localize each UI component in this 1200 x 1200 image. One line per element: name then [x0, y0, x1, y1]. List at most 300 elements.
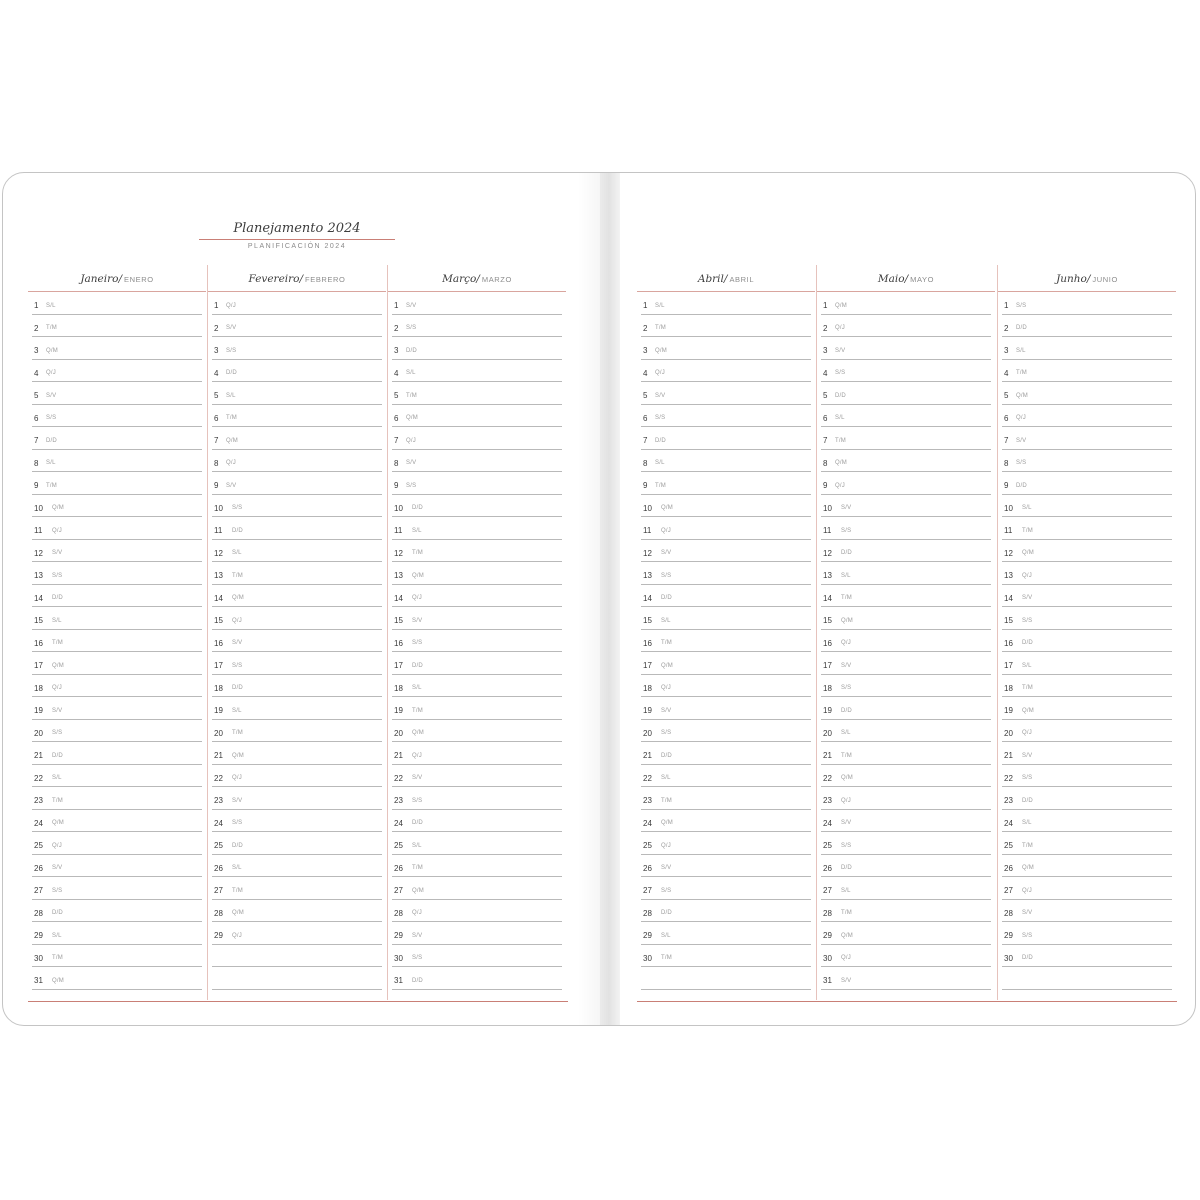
day-row[interactable]	[212, 585, 382, 608]
day-row[interactable]	[32, 337, 202, 360]
day-row[interactable]	[32, 405, 202, 428]
day-row[interactable]	[212, 877, 382, 900]
day-number: 12	[823, 548, 832, 558]
day-row[interactable]	[641, 922, 811, 945]
day-row[interactable]	[32, 630, 202, 653]
weekday-abbrev: S/S	[412, 797, 423, 804]
day-row[interactable]	[821, 562, 991, 585]
day-row[interactable]	[392, 967, 562, 990]
day-row[interactable]	[641, 810, 811, 833]
day-row[interactable]	[821, 382, 991, 405]
day-row[interactable]	[32, 855, 202, 878]
day-row[interactable]	[641, 337, 811, 360]
weekday-abbrev: S/S	[841, 842, 852, 849]
day-number: 12	[1004, 548, 1013, 558]
day-row[interactable]	[392, 945, 562, 968]
day-row[interactable]	[821, 607, 991, 630]
day-row[interactable]	[32, 967, 202, 990]
weekday-abbrev: S/L	[52, 775, 62, 781]
day-list	[388, 292, 566, 990]
day-row[interactable]	[32, 540, 202, 563]
weekday-abbrev: S/L	[655, 302, 665, 309]
day-row[interactable]	[392, 765, 562, 788]
day-row[interactable]	[32, 315, 202, 338]
day-row[interactable]	[1002, 562, 1172, 585]
day-row[interactable]	[821, 360, 991, 383]
weekday-abbrev: S/S	[1022, 932, 1033, 939]
day-row[interactable]	[212, 472, 382, 495]
weekday-abbrev: Q/M	[841, 932, 853, 939]
day-row[interactable]	[212, 292, 382, 315]
day-row[interactable]	[821, 877, 991, 900]
month-header	[28, 265, 206, 292]
day-row[interactable]	[641, 517, 811, 540]
day-row[interactable]	[821, 630, 991, 653]
day-number: 21	[394, 751, 403, 760]
weekday-abbrev: S/S	[46, 415, 57, 421]
day-number: 6	[34, 413, 39, 423]
day-row[interactable]	[1002, 765, 1172, 788]
day-row[interactable]	[641, 292, 811, 315]
weekday-abbrev: T/M	[46, 482, 57, 489]
day-row[interactable]	[821, 495, 991, 518]
weekday-abbrev: Q/J	[226, 302, 236, 309]
day-row[interactable]	[392, 450, 562, 473]
day-row[interactable]	[641, 630, 811, 653]
weekday-abbrev: S/L	[835, 415, 845, 421]
weekday-abbrev: S/L	[1022, 662, 1032, 669]
day-row[interactable]	[212, 607, 382, 630]
day-row[interactable]	[392, 810, 562, 833]
day-number: 10	[394, 503, 403, 513]
weekday-abbrev: D/D	[412, 662, 423, 669]
day-row[interactable]	[1002, 450, 1172, 473]
month-header	[998, 265, 1176, 292]
day-number: 7	[214, 436, 219, 445]
day-number: 25	[394, 841, 403, 850]
day-row[interactable]	[392, 720, 562, 743]
day-row[interactable]	[821, 922, 991, 945]
month-name-pt: Fevereiro/	[248, 273, 304, 285]
day-row[interactable]	[392, 900, 562, 923]
day-row[interactable]	[212, 675, 382, 698]
day-number: 9	[214, 481, 219, 490]
weekday-abbrev: Q/M	[406, 415, 418, 421]
day-row[interactable]	[212, 495, 382, 518]
weekday-abbrev: S/L	[841, 572, 851, 579]
day-row[interactable]	[32, 607, 202, 630]
day-row[interactable]	[1002, 337, 1172, 360]
day-number: 2	[823, 323, 828, 333]
day-number: 26	[643, 863, 652, 873]
day-number: 8	[394, 458, 399, 468]
weekday-abbrev: Q/M	[52, 505, 64, 511]
weekday-abbrev: T/M	[232, 730, 243, 736]
weekday-abbrev: S/V	[661, 707, 672, 714]
day-row[interactable]	[212, 832, 382, 855]
day-row[interactable]	[392, 742, 562, 765]
day-number: 8	[34, 458, 39, 468]
weekday-abbrev: T/M	[52, 640, 63, 646]
weekday-abbrev: T/M	[52, 955, 63, 961]
month-name-es: MARZO	[481, 275, 512, 284]
day-row[interactable]	[32, 472, 202, 495]
day-row[interactable]	[1002, 315, 1172, 338]
weekday-abbrev: T/M	[661, 797, 672, 804]
day-row[interactable]	[392, 382, 562, 405]
day-row[interactable]	[32, 382, 202, 405]
day-row[interactable]	[392, 315, 562, 338]
day-row[interactable]	[212, 450, 382, 473]
day-row[interactable]	[32, 810, 202, 833]
day-number: 11	[394, 526, 403, 535]
day-row[interactable]	[32, 517, 202, 540]
day-row[interactable]	[641, 967, 811, 990]
day-row[interactable]	[641, 900, 811, 923]
weekday-abbrev: Q/J	[412, 595, 422, 601]
day-row[interactable]	[392, 697, 562, 720]
day-number: 30	[1004, 953, 1013, 963]
day-row[interactable]	[821, 742, 991, 765]
day-row[interactable]	[32, 697, 202, 720]
weekday-abbrev: Q/J	[1022, 730, 1032, 736]
day-row[interactable]	[1002, 360, 1172, 383]
day-number: 21	[823, 751, 832, 760]
day-row[interactable]	[821, 292, 991, 315]
day-row[interactable]	[212, 855, 382, 878]
day-number: 14	[1004, 593, 1013, 603]
day-row[interactable]	[821, 427, 991, 450]
day-row[interactable]	[1002, 652, 1172, 675]
day-row[interactable]	[641, 495, 811, 518]
day-number: 22	[394, 773, 403, 783]
day-row[interactable]	[821, 787, 991, 810]
day-row[interactable]	[1002, 787, 1172, 810]
weekday-abbrev: Q/J	[1022, 572, 1032, 579]
day-number: 7	[1004, 436, 1009, 445]
day-row[interactable]	[821, 765, 991, 788]
day-row[interactable]	[392, 427, 562, 450]
day-row[interactable]	[821, 315, 991, 338]
day-row[interactable]	[212, 967, 382, 990]
day-row[interactable]	[1002, 607, 1172, 630]
day-row[interactable]	[821, 855, 991, 878]
day-row[interactable]	[392, 472, 562, 495]
day-number: 6	[643, 413, 648, 423]
weekday-abbrev: Q/M	[232, 910, 244, 916]
weekday-abbrev: Q/M	[232, 752, 244, 759]
day-row[interactable]	[32, 787, 202, 810]
day-row[interactable]	[1002, 472, 1172, 495]
day-row[interactable]	[821, 337, 991, 360]
weekday-abbrev: S/L	[661, 932, 671, 939]
day-row[interactable]	[821, 652, 991, 675]
day-row[interactable]	[641, 472, 811, 495]
weekday-abbrev: T/M	[655, 325, 666, 331]
weekday-abbrev: T/M	[1016, 370, 1027, 376]
day-row[interactable]	[32, 495, 202, 518]
day-row[interactable]	[641, 405, 811, 428]
day-row[interactable]	[821, 585, 991, 608]
day-number: 25	[823, 841, 832, 850]
day-row[interactable]	[212, 315, 382, 338]
weekday-abbrev: T/M	[1022, 685, 1033, 691]
day-row[interactable]	[641, 450, 811, 473]
day-row[interactable]	[641, 697, 811, 720]
day-row[interactable]	[821, 967, 991, 990]
day-row[interactable]	[32, 562, 202, 585]
day-row[interactable]	[32, 832, 202, 855]
day-row[interactable]	[641, 675, 811, 698]
weekday-abbrev: S/S	[661, 730, 672, 736]
day-row[interactable]	[1002, 922, 1172, 945]
day-row[interactable]	[32, 585, 202, 608]
day-row[interactable]	[32, 945, 202, 968]
day-row[interactable]	[641, 585, 811, 608]
day-row[interactable]	[641, 720, 811, 743]
weekday-abbrev: D/D	[46, 437, 57, 444]
weekday-abbrev: Q/M	[1022, 550, 1034, 556]
day-row[interactable]	[212, 630, 382, 653]
day-row[interactable]	[32, 652, 202, 675]
day-row[interactable]	[32, 922, 202, 945]
day-number: 18	[643, 683, 652, 693]
day-row[interactable]	[32, 720, 202, 743]
day-row[interactable]	[641, 855, 811, 878]
day-row[interactable]	[1002, 292, 1172, 315]
day-row[interactable]	[392, 405, 562, 428]
day-row[interactable]	[392, 607, 562, 630]
day-row[interactable]	[1002, 540, 1172, 563]
day-row[interactable]	[32, 675, 202, 698]
weekday-abbrev: S/V	[1016, 437, 1027, 444]
day-row[interactable]	[641, 315, 811, 338]
day-row[interactable]	[821, 405, 991, 428]
day-row[interactable]	[392, 517, 562, 540]
weekday-abbrev: Q/J	[52, 842, 62, 849]
day-number: 6	[214, 413, 219, 423]
day-row[interactable]	[821, 540, 991, 563]
day-row[interactable]	[212, 337, 382, 360]
day-number: 29	[214, 931, 223, 940]
day-row[interactable]	[821, 900, 991, 923]
day-row[interactable]	[641, 652, 811, 675]
day-row[interactable]	[212, 765, 382, 788]
day-row[interactable]	[641, 832, 811, 855]
day-row[interactable]	[392, 585, 562, 608]
day-row[interactable]	[212, 517, 382, 540]
day-row[interactable]	[392, 675, 562, 698]
day-row[interactable]	[392, 360, 562, 383]
weekday-abbrev: S/V	[412, 775, 423, 781]
day-number: 5	[394, 391, 399, 400]
day-row[interactable]	[392, 855, 562, 878]
day-row[interactable]	[392, 337, 562, 360]
day-row[interactable]	[1002, 405, 1172, 428]
day-row[interactable]	[821, 810, 991, 833]
weekday-abbrev: S/V	[52, 865, 63, 871]
day-row[interactable]	[32, 450, 202, 473]
weekday-abbrev: D/D	[232, 842, 243, 849]
day-row[interactable]	[32, 900, 202, 923]
day-row[interactable]	[641, 877, 811, 900]
day-row[interactable]	[212, 810, 382, 833]
weekday-abbrev: S/V	[1022, 910, 1033, 916]
weekday-abbrev: D/D	[232, 685, 243, 691]
day-number: 30	[643, 953, 652, 963]
day-number: 1	[394, 301, 399, 310]
day-row[interactable]	[32, 742, 202, 765]
day-number: 24	[823, 818, 832, 828]
weekday-abbrev: S/S	[52, 887, 63, 894]
day-row[interactable]	[1002, 517, 1172, 540]
day-number: 16	[214, 638, 223, 648]
day-row[interactable]	[821, 697, 991, 720]
day-row[interactable]	[212, 540, 382, 563]
day-row[interactable]	[1002, 630, 1172, 653]
day-row[interactable]	[1002, 900, 1172, 923]
day-row[interactable]	[641, 607, 811, 630]
day-number: 4	[1004, 368, 1009, 378]
day-number: 7	[394, 436, 399, 445]
weekday-abbrev: S/L	[655, 460, 665, 466]
weekday-abbrev: S/L	[46, 460, 56, 466]
day-row[interactable]	[392, 540, 562, 563]
day-row[interactable]	[392, 922, 562, 945]
day-row[interactable]	[212, 427, 382, 450]
day-row[interactable]	[392, 562, 562, 585]
day-number: 5	[643, 391, 648, 400]
day-number: 25	[1004, 841, 1013, 850]
weekday-abbrev: S/S	[52, 572, 63, 579]
day-row[interactable]	[1002, 832, 1172, 855]
day-row[interactable]	[641, 765, 811, 788]
weekday-abbrev: S/S	[406, 482, 417, 489]
day-row[interactable]	[821, 472, 991, 495]
day-row[interactable]	[821, 517, 991, 540]
day-row[interactable]	[821, 450, 991, 473]
day-row[interactable]	[1002, 967, 1172, 990]
day-row[interactable]	[212, 900, 382, 923]
day-row[interactable]	[392, 787, 562, 810]
day-row[interactable]	[32, 765, 202, 788]
day-row[interactable]	[1002, 697, 1172, 720]
day-number: 19	[34, 706, 43, 715]
day-row[interactable]	[32, 292, 202, 315]
day-row[interactable]	[1002, 382, 1172, 405]
day-row[interactable]	[1002, 675, 1172, 698]
day-row[interactable]	[1002, 427, 1172, 450]
day-row[interactable]	[392, 832, 562, 855]
weekday-abbrev: D/D	[841, 865, 852, 871]
day-row[interactable]	[641, 382, 811, 405]
day-number: 3	[394, 346, 399, 355]
day-row[interactable]	[641, 427, 811, 450]
day-row[interactable]	[1002, 855, 1172, 878]
day-number: 7	[643, 436, 648, 445]
day-row[interactable]	[212, 360, 382, 383]
day-row[interactable]	[32, 360, 202, 383]
day-row[interactable]	[1002, 585, 1172, 608]
day-row[interactable]	[641, 945, 811, 968]
day-number: 31	[394, 976, 403, 985]
day-row[interactable]	[32, 877, 202, 900]
day-row[interactable]	[641, 787, 811, 810]
day-number: 28	[394, 908, 403, 918]
day-row[interactable]	[392, 877, 562, 900]
day-row[interactable]	[212, 720, 382, 743]
day-row[interactable]	[1002, 810, 1172, 833]
day-row[interactable]	[821, 675, 991, 698]
day-number: 21	[214, 751, 223, 760]
month-header	[388, 265, 566, 292]
day-row[interactable]	[1002, 495, 1172, 518]
day-row[interactable]	[1002, 877, 1172, 900]
day-number: 16	[394, 638, 403, 648]
day-row[interactable]	[212, 742, 382, 765]
day-number: 30	[823, 953, 832, 963]
day-row[interactable]	[392, 630, 562, 653]
day-row[interactable]	[212, 562, 382, 585]
weekday-abbrev: T/M	[835, 437, 846, 444]
day-number: 5	[823, 391, 828, 400]
weekday-abbrev: S/L	[406, 370, 416, 376]
weekday-abbrev: S/S	[1016, 460, 1027, 466]
weekday-abbrev: S/V	[841, 977, 852, 984]
day-number: 29	[823, 931, 832, 940]
weekday-abbrev: S/V	[52, 707, 63, 714]
day-row[interactable]	[641, 742, 811, 765]
day-row[interactable]	[1002, 945, 1172, 968]
day-row[interactable]	[641, 360, 811, 383]
day-number: 10	[643, 503, 652, 513]
day-number: 4	[214, 368, 219, 378]
day-number: 24	[1004, 818, 1013, 828]
weekday-abbrev: Q/M	[412, 887, 424, 894]
weekday-abbrev: S/S	[232, 505, 243, 511]
day-row[interactable]	[641, 562, 811, 585]
day-row[interactable]	[1002, 720, 1172, 743]
day-number: 21	[34, 751, 43, 760]
weekday-abbrev: D/D	[661, 595, 672, 601]
day-row[interactable]	[212, 945, 382, 968]
day-row[interactable]	[32, 427, 202, 450]
day-row[interactable]	[1002, 742, 1172, 765]
day-row[interactable]	[821, 720, 991, 743]
day-row[interactable]	[212, 787, 382, 810]
day-list	[28, 292, 206, 990]
day-row[interactable]	[392, 292, 562, 315]
day-row[interactable]	[392, 652, 562, 675]
day-row[interactable]	[641, 540, 811, 563]
day-row[interactable]	[212, 697, 382, 720]
day-number: 8	[643, 458, 648, 468]
weekday-abbrev: Q/J	[655, 370, 665, 376]
weekday-abbrev: S/V	[661, 550, 672, 556]
day-number: 9	[643, 481, 648, 490]
day-row[interactable]	[212, 652, 382, 675]
day-number: 26	[34, 863, 43, 873]
month-name-pt: Março/	[442, 273, 480, 285]
weekday-abbrev: S/V	[835, 347, 846, 354]
day-row[interactable]	[821, 945, 991, 968]
day-row[interactable]	[392, 495, 562, 518]
weekday-abbrev: T/M	[406, 392, 417, 399]
day-row[interactable]	[212, 922, 382, 945]
day-row[interactable]	[821, 832, 991, 855]
day-row[interactable]	[212, 382, 382, 405]
day-row[interactable]	[212, 405, 382, 428]
